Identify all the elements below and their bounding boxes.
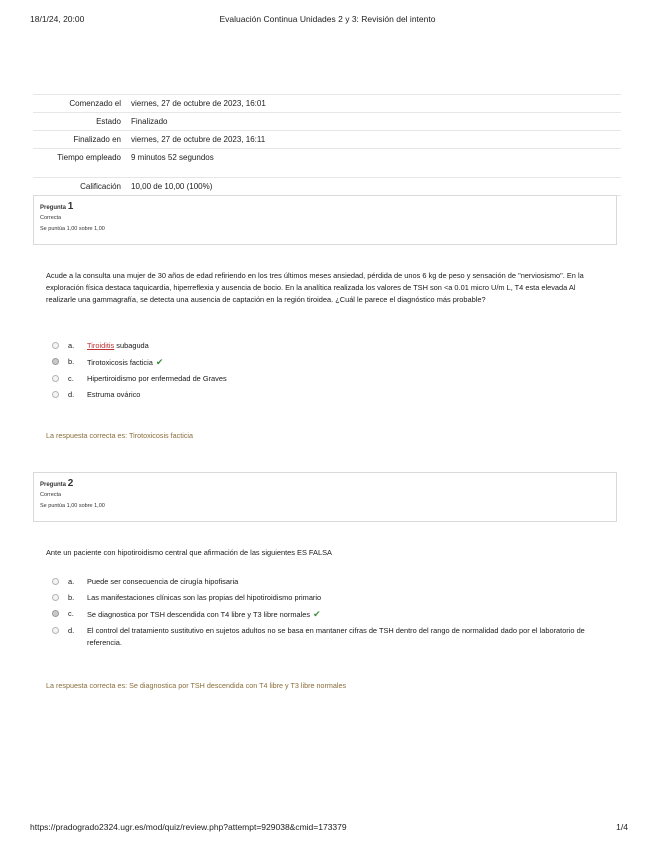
answer-text (87, 356, 612, 369)
page-title: Evaluación Continua Unidades 2 y 3: Revisión del intento (219, 14, 436, 24)
summary-key: Comenzado el (33, 95, 127, 113)
answer-text: Puede ser consecuencia de cirugía hipofisaria (87, 577, 239, 586)
summary-key: Tiempo empleado (33, 149, 127, 178)
question-1-text: Acude a la consulta una mujer de 30 años de edad refiriendo en los tres últimos meses ansiedad, pérdida de unos 6 kg de peso y sensación de "nerviosismo". En la exploración física destaca taquicardia, hiperreflexia y ausencia de bocio. En la analítica realizada los valores de TSH son <a 0.01 micro U/m L, T4 esta elevada Al realizarle una gammagrafía, se detecta una ausencia de captación en la región tiroidea. ¿Cuál le parece el diagnóstico más probable? (46, 271, 584, 304)
question-grade: Se puntúa 1,00 sobre 1,00 (40, 226, 105, 232)
question-2-feedback: La respuesta correcta es: Se diagnostica por TSH descendida con T4 libre y T3 libre normales (46, 681, 347, 690)
answer-text: Las manifestaciones clínicas son las propias del hipotiroidismo primario (87, 593, 322, 602)
question-number (40, 202, 610, 213)
summary-row-finished (33, 131, 621, 149)
question-grade: Se puntúa 1,00 sobre 1,00 (40, 503, 105, 509)
answer-text: Estruma ovárico (87, 390, 141, 399)
answer-text (87, 340, 612, 352)
question-label: Pregunta (40, 205, 67, 211)
summary-key: Calificación (33, 178, 127, 196)
question-number-value: 2 (67, 478, 74, 489)
question-number (40, 479, 610, 490)
radio-button-selected[interactable] (52, 610, 59, 617)
answer-option-a[interactable] (52, 576, 612, 588)
page-number: 1/4 (616, 822, 628, 832)
answer-text-content: Se diagnostica por TSH descendida con T4 libre y T3 libre normales (87, 610, 311, 619)
radio-button[interactable] (52, 391, 59, 398)
answer-text-content: Tirotoxicosis facticia (87, 358, 153, 367)
glossary-link[interactable]: Tiroiditis (87, 341, 115, 350)
print-date: 18/1/24, 20:00 (30, 14, 85, 24)
question-1-info (33, 195, 617, 245)
summary-row-state (33, 113, 621, 131)
summary-value: viernes, 27 de octubre de 2023, 16:11 (127, 131, 621, 149)
question-1-feedback: La respuesta correcta es: Tirotoxicosis facticia (46, 431, 194, 440)
summary-row-started (33, 95, 621, 113)
question-state: Correcta (40, 492, 62, 498)
radio-button[interactable] (52, 627, 59, 634)
answer-letter: b. (68, 357, 75, 366)
answer-text (87, 608, 612, 621)
question-2-text: Ante un paciente con hipotiroidismo central que afirmación de las siguientes ES FALSA (46, 548, 332, 557)
summary-value: viernes, 27 de octubre de 2023, 16:01 (127, 95, 621, 113)
answer-option-c[interactable] (52, 608, 612, 621)
question-label: Pregunta (40, 482, 67, 488)
radio-button[interactable] (52, 594, 59, 601)
answer-text-rest: subaguda (114, 341, 149, 350)
answer-letter: a. (68, 577, 75, 586)
radio-button[interactable] (52, 578, 59, 585)
summary-key: Estado (33, 113, 127, 131)
answer-option-b[interactable] (52, 356, 612, 369)
radio-button[interactable] (52, 375, 59, 382)
summary-value: 9 minutos 52 segundos (127, 149, 621, 178)
summary-value: 10,00 de 10,00 (100%) (127, 178, 621, 196)
summary-row-grade (33, 178, 621, 196)
check-icon: ✔ (313, 609, 321, 619)
answer-option-c[interactable] (52, 373, 612, 385)
answer-text: El control del tratamiento sustitutivo en sujetos adultos no se basa en mantaner cifras de TSH dentro del rango de normalidad dado por el laboratorio de referencia. (87, 626, 585, 647)
answer-letter: a. (68, 341, 75, 350)
question-state: Correcta (40, 215, 62, 221)
answer-letter: d. (68, 390, 75, 399)
question-2-answers (52, 576, 612, 653)
radio-button-selected[interactable] (52, 358, 59, 365)
answer-letter: d. (68, 626, 75, 635)
summary-key: Finalizado en (33, 131, 127, 149)
radio-button[interactable] (52, 342, 59, 349)
answer-letter: b. (68, 593, 75, 602)
print-header (0, 14, 655, 28)
answer-option-a[interactable] (52, 340, 612, 352)
check-icon: ✔ (155, 357, 164, 367)
answer-letter: c. (68, 374, 74, 383)
summary-value: Finalizado (127, 113, 621, 131)
question-1-answers (52, 340, 612, 405)
answer-text: Hipertiroidismo por enfermedad de Graves (87, 374, 227, 383)
answer-letter: c. (68, 609, 74, 618)
answer-option-b[interactable] (52, 592, 612, 604)
attempt-summary-table (33, 94, 621, 196)
page-url: https://pradogrado2324.ugr.es/mod/quiz/review.php?attempt=929038&cmid=173379 (30, 822, 347, 832)
summary-row-time (33, 149, 621, 178)
answer-option-d[interactable] (52, 625, 612, 649)
question-number-value: 1 (67, 201, 74, 212)
question-2-info (33, 472, 617, 522)
answer-option-d[interactable] (52, 389, 612, 401)
